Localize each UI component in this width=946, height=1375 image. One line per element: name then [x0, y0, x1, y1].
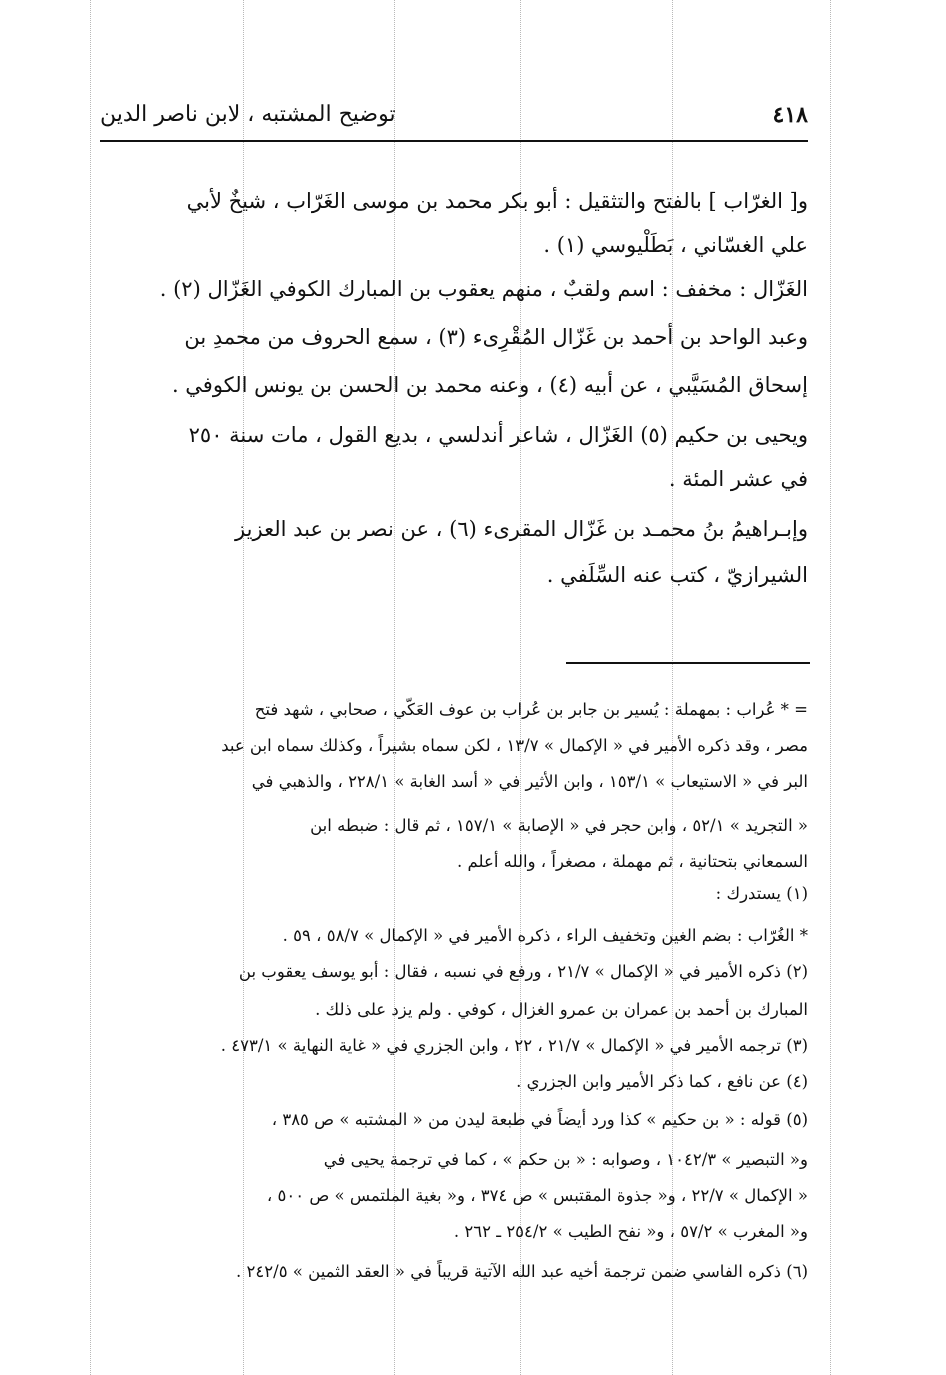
footnote-line: و« المغرب » ٥٧/٢ ، و« نفح الطيب » ٢٥٤/٢ ـ ٢٦٢ . [453, 1222, 808, 1241]
footnote-line: « الإكمال » ٢٢/٧ ، و« جذوة المقتبس » ص ٣٧٤ ، و« بغية الملتمس » ص ٥٠٠ ، [266, 1186, 808, 1205]
footnote-line: و« التبصير » ١٠٤٢/٣ ، وصوابه : « بن حكم » ، كما في ترجمة يحيى في [323, 1150, 808, 1169]
body-line: الشيرازيّ ، كتب عنه السِّلَفي . [546, 563, 808, 587]
page-number: ٤١٨ [772, 102, 808, 128]
margin-dots [90, 0, 91, 1375]
body-line: علي الغسّاني ، بَطَلْيوسي (١) . [543, 233, 808, 257]
footnote-line: (٣) ترجمه الأمير في « الإكمال » ٢١/٧ ، ٢٢ ، وابن الجزري في « غاية النهاية » ٤٧٣/١ . [220, 1036, 808, 1055]
body-line: و[ الغرّاب ] بالفتح والتثقيل : أبو بكر محمد بن موسى الغَرّاب ، شيخٌ لأبي [186, 189, 808, 213]
footnote-line: (١) يستدرك : [715, 884, 808, 903]
page-header [100, 98, 808, 142]
footnote-line: مصر ، وقد ذكره الأمير في « الإكمال » ١٣/٧ ، لكن سماه بشيراً ، وكذلك سماه ابن عبد [221, 736, 808, 755]
body-line: وعبد الواحد بن أحمد بن غَزّال المُقْرِىء (٣) ، سمع الحروف من محمدِ بن [184, 325, 808, 349]
footnote-line: (٥) قوله : « بن حكيم » كذا ورد أيضاً في طبعة ليدن من « المشتبه » ص ٣٨٥ ، [271, 1110, 808, 1129]
footnote-line: * الغُرّاب : بضم الغين وتخفيف الراء ، ذكره الأمير في « الإكمال » ٥٨/٧ ، ٥٩ . [282, 926, 808, 945]
footnote-line: المبارك بن أحمد بن عمران بن عمرو الغزال ، كوفي . ولم يزد على ذلك . [315, 1000, 808, 1019]
body-line: وإبـراهيمُ بنُ محمـد بن غَزّال المقرىء (٦) ، عن نصر بن عبد العزيز [235, 517, 808, 541]
body-line: إسحاق المُسَيَّبي ، عن أبيه (٤) ، وعنه محمد بن الحسن بن يونس الكوفي . [171, 373, 808, 397]
footnote-separator [566, 662, 810, 664]
margin-dots [830, 0, 831, 1375]
footnote-line: البر في « الاستيعاب » ١٥٣/١ ، وابن الأثير في « أسد الغابة » ٢٢٨/١ ، والذهبي في [251, 772, 808, 791]
footnote-line: السمعاني بتحتانية ، ثم مهملة ، مصغراً ، والله أعلم . [457, 852, 808, 871]
footnote-line: (٢) ذكره الأمير في « الإكمال » ٢١/٧ ، ورفع في نسبه ، فقال : أبو يوسف يعقوب بن [238, 962, 808, 981]
footnote-line: = * عُراب : بمهملة : يُسير بن جابر بن عُراب بن عوف العَكّي ، صحابي ، شهد فتح [254, 700, 808, 719]
body-line: ويحيى بن حكيم (٥) الغَزّال ، شاعر أندلسي ، بديع القول ، مات سنة ٢٥٠ [188, 423, 808, 447]
running-title: توضيح المشتبه ، لابن ناصر الدين [100, 102, 396, 127]
footnote-line: « التجريد » ٥٢/١ ، وابن حجر في « الإصابة » ١٥٧/١ ، ثم قال : ضبطه ابن [310, 816, 808, 835]
body-line: الغَزّال : مخفف : اسم ولقبٌ ، منهم يعقوب بن المبارك الكوفي الغَزّال (٢) . [159, 277, 808, 301]
footnote-line: (٦) ذكره الفاسي ضمن ترجمة أخيه عبد الله الآتية قريباً في « العقد الثمين » ٢٤٢/٥ . [236, 1262, 808, 1281]
body-line: في عشر المئة . [668, 467, 808, 491]
footnote-line: (٤) عن نافع ، كما ذكر الأمير وابن الجزري . [516, 1072, 808, 1091]
